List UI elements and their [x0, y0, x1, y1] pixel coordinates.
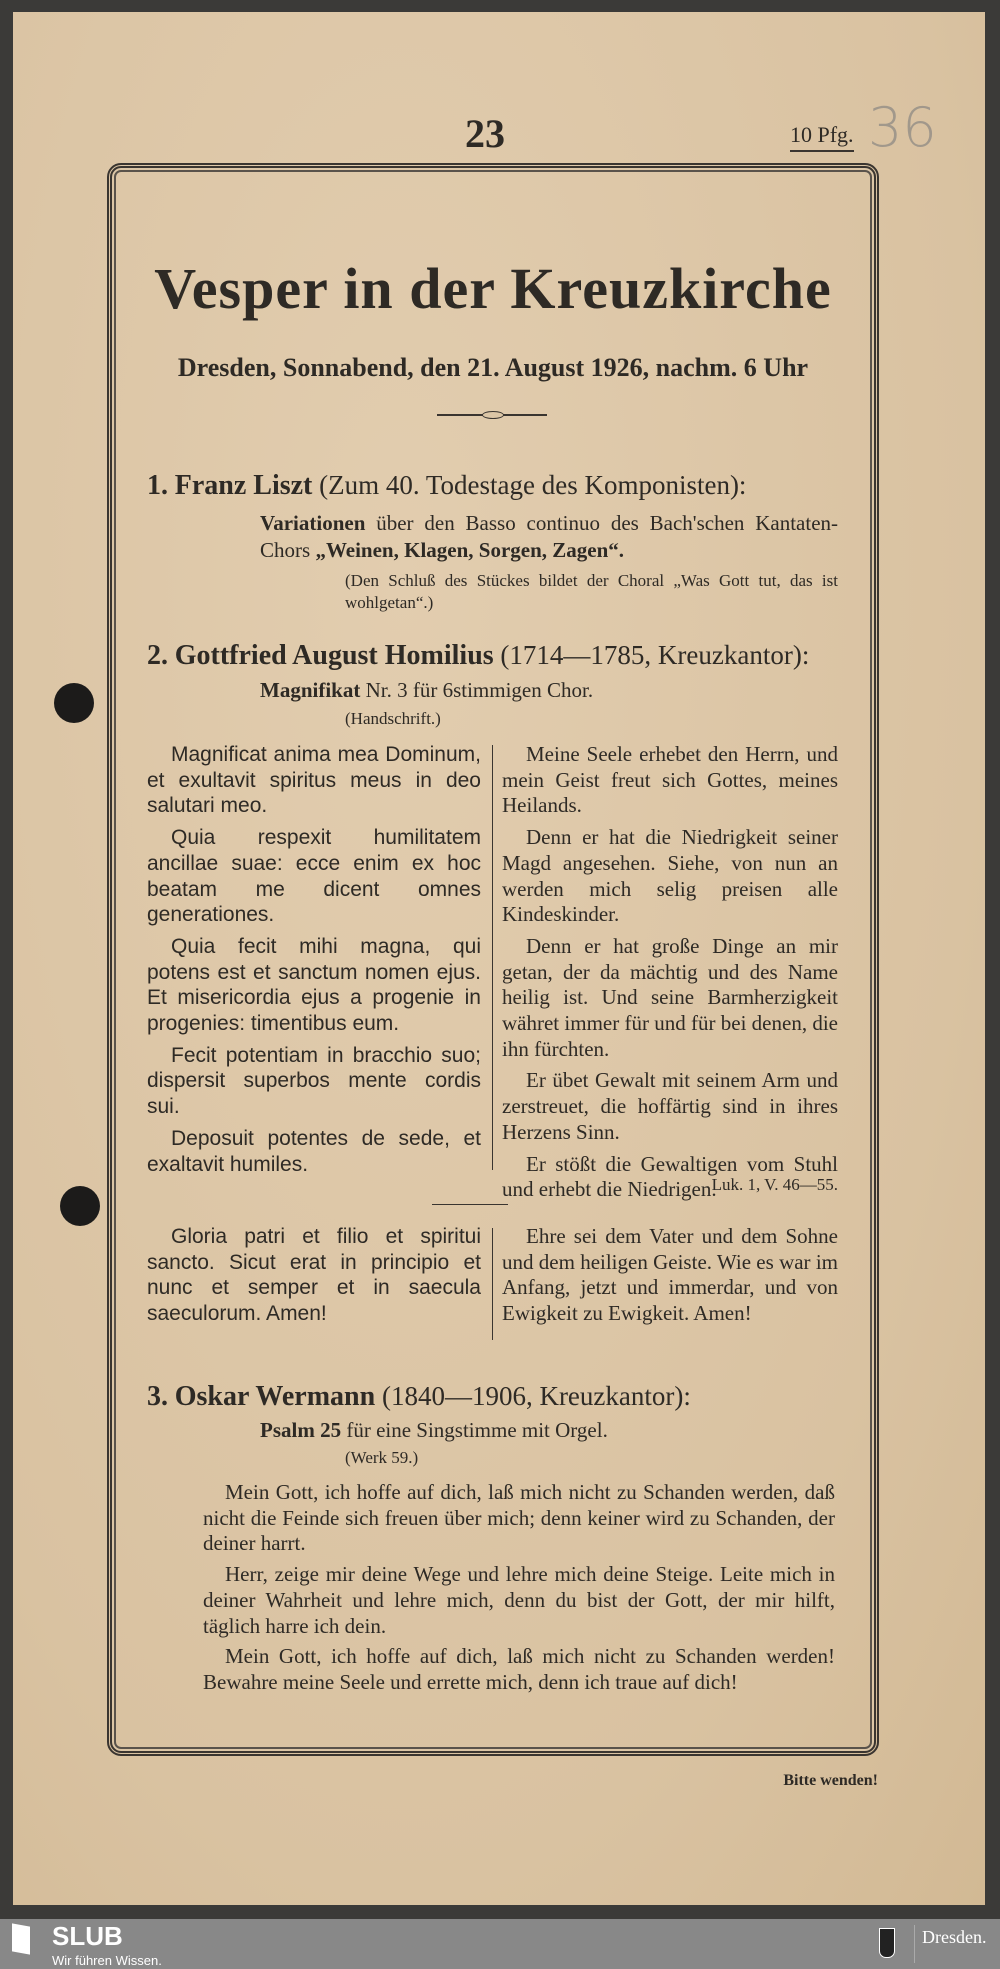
short-divider	[432, 1204, 508, 1205]
item-2-work: Magnifikat Nr. 3 für 6stimmigen Chor.	[260, 678, 594, 702]
punch-hole	[60, 1186, 100, 1226]
handwritten-number: 36	[868, 96, 937, 159]
item-3-work: Psalm 25 für eine Singstimme mit Orgel.	[260, 1418, 608, 1442]
item-1-heading: 1. Franz Liszt (Zum 40. Todestage des Komponisten):	[147, 470, 747, 501]
price: 10 Pfg.	[790, 122, 854, 152]
item-1-remark: (Den Schluß des Stückes bildet der Choral „Was Gott tut, das ist wohlgetan“.)	[345, 571, 838, 612]
gloria-german: Ehre sei dem Vater und dem Sohne und dem heiligen Geiste. Wie es war im Anfang, jetzt und immerdar, und von Ewigkeit zu Ewigkeit. Amen!	[502, 1224, 838, 1326]
item-3-source: (Werk 59.)	[345, 1448, 419, 1467]
footer-bar	[0, 1919, 1000, 1969]
item-2-heading: 2. Gottfried August Homilius (1714—1785, Kreuzkantor):	[147, 640, 810, 671]
column-divider	[492, 1228, 493, 1340]
dresden-coat-of-arms-icon	[879, 1928, 895, 1958]
ornament-divider	[437, 414, 547, 416]
footer-divider	[914, 1925, 915, 1963]
turn-over-note: Bitte wenden!	[783, 1772, 878, 1789]
subtitle: Dresden, Sonnabend, den 21. August 1926, nachm. 6 Uhr	[177, 353, 809, 382]
slub-tagline: Wir führen Wissen.	[52, 1953, 162, 1968]
column-divider	[492, 745, 493, 1170]
psalm-text: Mein Gott, ich hoffe auf dich, laß mich nicht zu Schanden werden, daß nicht die Feinde sich freuen über mich; denn keiner wird zu Schanden, der deiner harrt. Herr, zeige mir deine Wege und lehre mich deine Steige. Leite mich in deiner Wahrheit und lehre mich, denn du bist der Gott, der mir hilft, täglich harre ich dein. Mein Gott, ich hoffe auf dich, laß mich nicht zu Schanden werden! Bewahre meine Seele und errette mich, denn ich traue auf dich!	[203, 1480, 835, 1694]
slub-logo-icon	[12, 1923, 30, 1954]
german-column: Meine Seele erhebet den Herrn, und mein Geist freut sich Gottes, meines Heilands. Denn er hat die Niedrigkeit seiner Magd angesehen. Siehe, von nun an werden mich selig preisen alle Kindeskinder. Denn er hat große Dinge an mir getan, der da mächtig und des Name heilig ist. Und seine Barmherzigkeit währet immer für und für bei denen, die ihn fürchten. Er übet Gewalt mit seinem Arm und zerstreuet, die hoffärtig sind in ihres Herzens Sinn. Er stößt die Gewaltigen vom Stuhl und erhebt die Niedrigen.	[502, 742, 838, 1202]
page-title: Vesper in der Kreuzkirche	[154, 256, 832, 321]
item-2-source: (Handschrift.)	[345, 709, 441, 728]
slub-logo[interactable]: SLUB	[52, 1921, 123, 1951]
page-number: 23	[465, 111, 505, 156]
gloria-latin: Gloria patri et filio et spiritui sancto. Sicut erat in principio et nunc et semper et in saecula saeculorum. Amen!	[147, 1225, 481, 1326]
latin-column: Magnificat anima mea Dominum, et exultavit spiritus meus in deo salutari meo. Quia respexit humilitatem ancillae suae: ecce enim ex hoc beatam me dicent omnes generationes. Quia fecit mihi magna, qui potens est et sanctum nomen ejus. Et misericordia ejus a progenie in progenies: timentibus eum. Fecit potentiam in bracchio suo; dispersit superbos mente cordis sui. Deposuit potentes de sede, et exaltavit humiles.	[147, 743, 481, 1176]
bible-reference: Luk. 1, V. 46—55.	[711, 1175, 838, 1194]
punch-hole	[54, 683, 94, 723]
dresden-logo[interactable]: Dresden.	[922, 1927, 987, 1947]
item-1-work: Variationen über den Basso continuo des Bach'schen Kantaten-Chors „Weinen, Klagen, Sorgen, Zagen“.	[260, 511, 839, 562]
item-3-heading: 3. Oskar Wermann (1840—1906, Kreuzkantor):	[147, 1381, 691, 1412]
